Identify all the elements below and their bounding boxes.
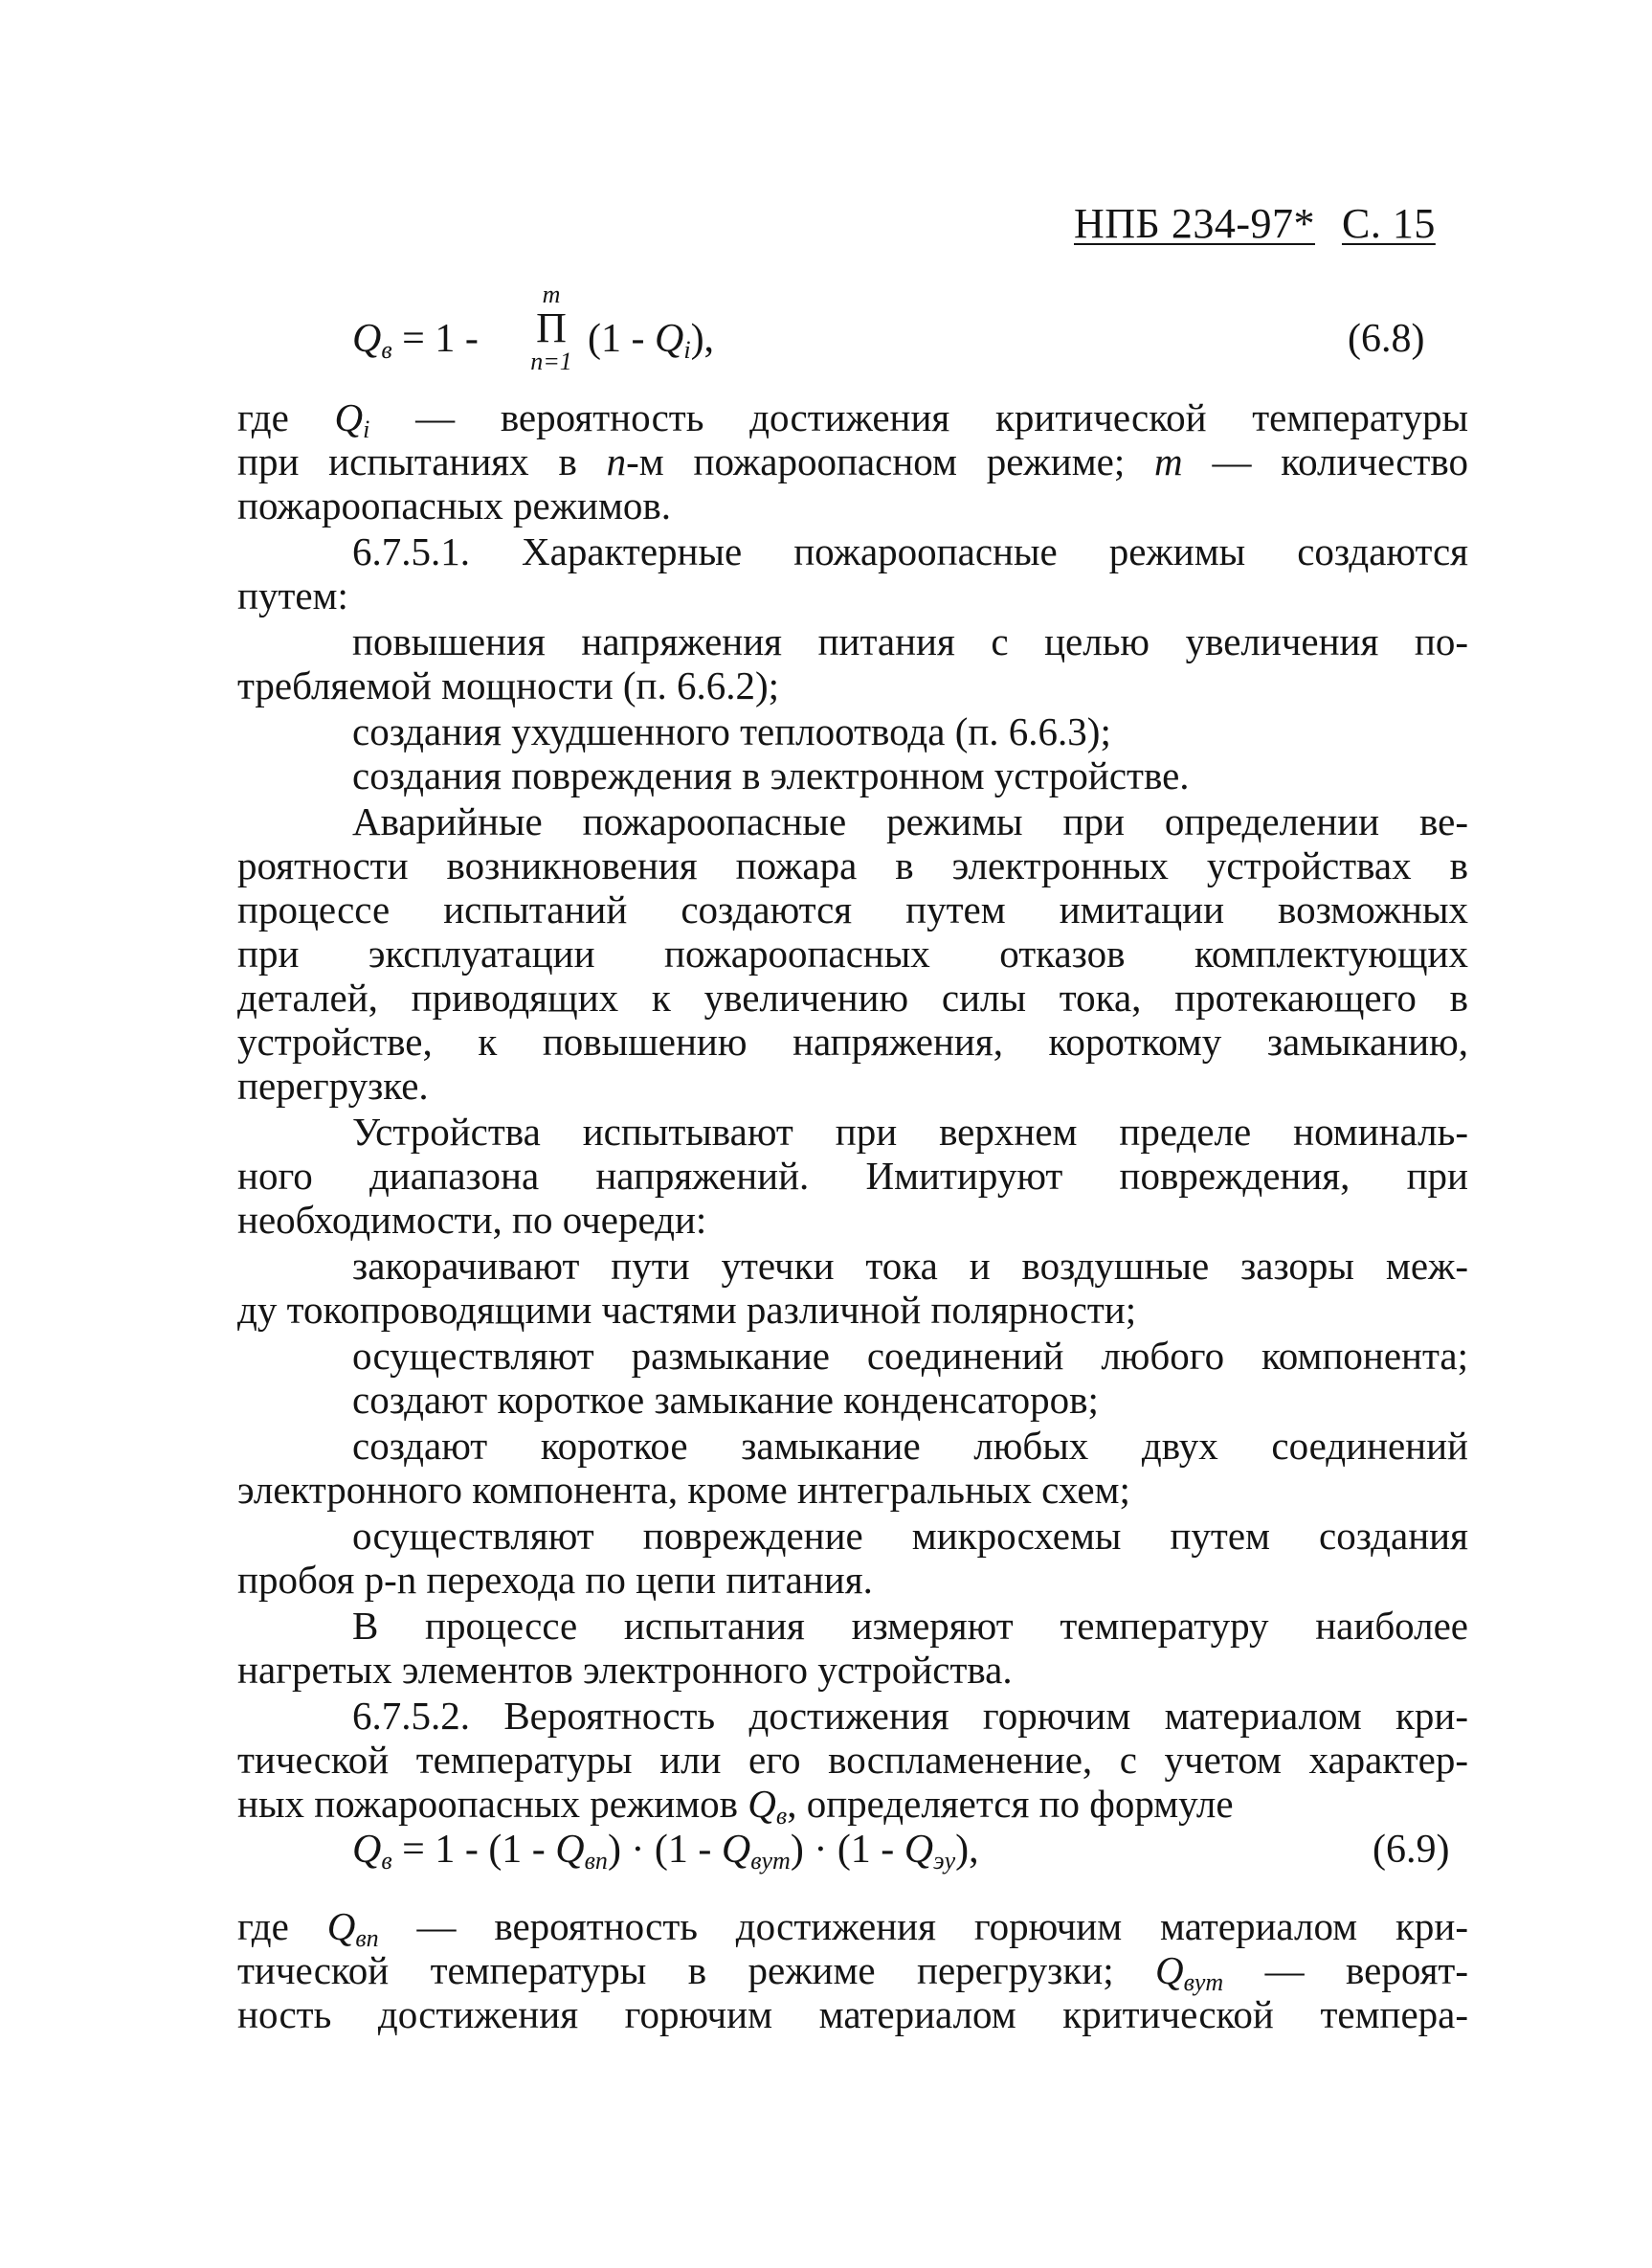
paragraph-6-7-5-2: 6.7.5.2. Вероятность достижения горючим материалом кри- <box>352 1694 1468 1738</box>
text-line: пробоя p-n перехода по цепи питания. <box>237 1558 873 1602</box>
text-line: нагретых элементов электронного устройства. <box>237 1648 1013 1692</box>
list-item: создают короткое замыкание любых двух соединений <box>352 1424 1468 1468</box>
product-operator: m П n=1 <box>530 281 572 375</box>
text-line: ду токопроводящими частями различной полярности; <box>237 1288 1137 1332</box>
text-line: деталей, приводящих к увеличению силы тока, протекающего в <box>237 976 1468 1020</box>
paragraph-6-7-5-1: 6.7.5.1. Характерные пожароопасные режимы создаются <box>352 529 1468 573</box>
text-line: тической температуры или его воспламенение, с учетом характер- <box>237 1738 1468 1782</box>
text-line: Аварийные пожароопасные режимы при определении ве- <box>352 799 1468 843</box>
text-line: при эксплуатации пожароопасных отказов комплектующих <box>237 932 1468 976</box>
text-line: при испытаниях в n-м пожароопасном режиме; m — количество <box>237 439 1468 483</box>
equation-number-6-9: (6.9) <box>1373 1828 1450 1872</box>
text-line: роятности возникновения пожара в электронных устройствах в <box>237 843 1468 887</box>
text-line: требляемой мощности (п. 6.6.2); <box>237 663 780 707</box>
list-item: создают короткое замыкание конденсаторов; <box>352 1378 1099 1422</box>
formula-6-9: $Q_в = 1 - (1 - Q_{вп}) \cdot (1 - Q_{вут}) \cdot (1 - Q_{эу})$, <box>352 1828 979 1875</box>
list-item: закорачивают пути утечки тока и воздушные зазоры меж- <box>352 1244 1468 1288</box>
text-line: где $Q_{вп}$ — вероятность достижения горючим материалом кри- <box>237 1904 1468 1952</box>
text-line: ного диапазона напряжений. Имитируют повреждения, при <box>237 1154 1468 1198</box>
text-line: электронного компонента, кроме интегральных схем; <box>237 1468 1130 1512</box>
list-item: повышения напряжения питания с целью увеличения по- <box>352 619 1468 663</box>
formula-6-8-rhs: $(1 - Q_i)$, <box>588 317 715 364</box>
text-line: путем: <box>237 573 348 618</box>
text-line: ность достижения горючим материалом критической темпера- <box>237 1992 1468 2036</box>
text-line: перегрузке. <box>237 1064 429 1108</box>
list-item: осуществляют размыкание соединений любого компонента; <box>352 1334 1468 1378</box>
list-item: осуществляют повреждение микросхемы путем создания <box>352 1514 1468 1558</box>
equation-number-6-8: (6.8) <box>1348 317 1425 361</box>
formula-6-8-lhs: $Q_в = 1$ - <box>352 317 479 364</box>
list-item: создания повреждения в электронном устройстве. <box>352 753 1190 797</box>
text-line: где $Q_i$ — вероятность достижения критической температуры <box>237 395 1468 443</box>
text-line: устройстве, к повышению напряжения, короткому замыканию, <box>237 1020 1468 1064</box>
list-item: создания ухудшенного теплоотвода (п. 6.6.3); <box>352 709 1111 753</box>
text-line: ных пожароопасных режимов $Q_в$, определяется по формуле <box>237 1782 1234 1830</box>
text-line: В процессе испытания измеряют температуру наиболее <box>352 1604 1468 1648</box>
page-header <box>1074 199 1436 248</box>
page-number: С. 15 <box>1341 200 1436 247</box>
text-line: необходимости, по очереди: <box>237 1198 707 1242</box>
text-line: Устройства испытывают при верхнем пределе номиналь- <box>352 1110 1468 1154</box>
document-code: НПБ 234-97* <box>1074 200 1315 247</box>
text-line: пожароопасных режимов. <box>237 483 672 528</box>
text-line: процессе испытаний создаются путем имитации возможных <box>237 887 1468 932</box>
text-line: тической температуры в режиме перегрузки; $Q_{вут}$ — вероят- <box>237 1948 1468 1996</box>
